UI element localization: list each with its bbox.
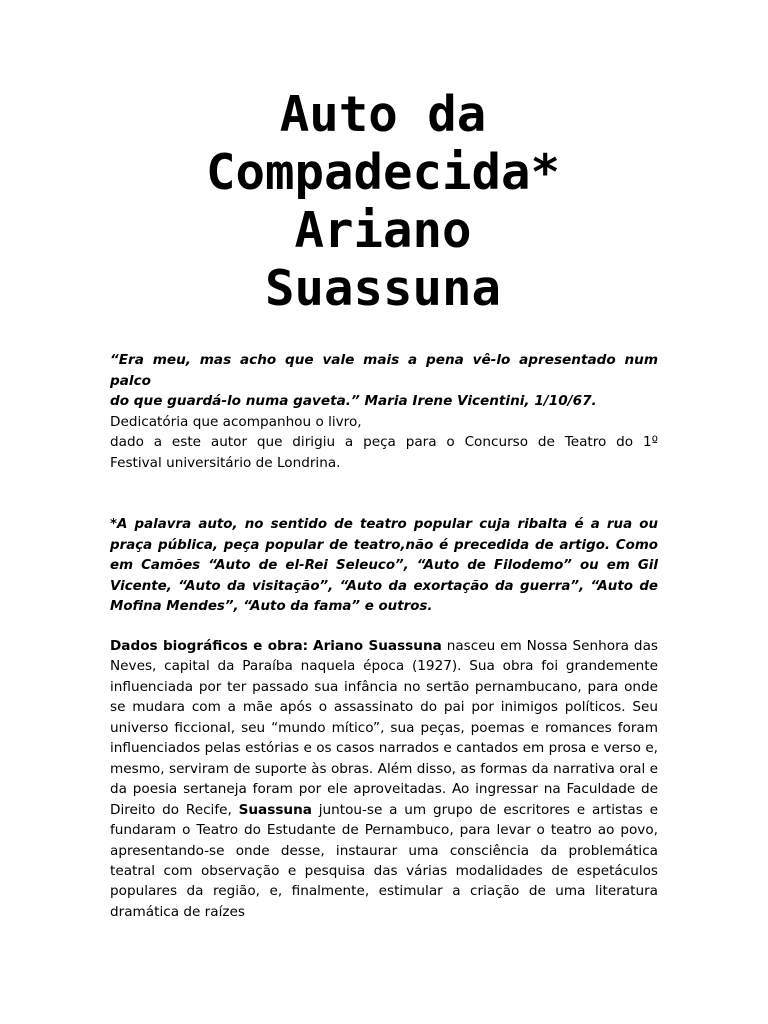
biography-heading: Dados biográficos e obra: bbox=[110, 638, 309, 654]
title-line: Suassuna bbox=[264, 260, 501, 317]
footnote-keyword: auto bbox=[198, 517, 233, 532]
footnote-text: , no sentido de teatro popular cuja ribalta é a rua ou praça pública, peça popular de teatro,não é precedida de artigo. Como em Camões “Auto de el-Rei Seleuco”, “Auto de Filodemo” ou em Gil Vicente, “Auto da visitação”, “Auto da exortação da guerra”, “Auto de Mofina Mendes”, “Auto da fama” e outros. bbox=[110, 517, 658, 615]
epigraph-quote-line: do que guardá-lo numa gaveta.” Maria Irene Vicentini, 1/10/67. bbox=[110, 393, 597, 410]
epigraph-quote-line: “Era meu, mas acho que vale mais a pena vê-lo apresentado num palco bbox=[110, 352, 658, 389]
footnote-text: *A palavra bbox=[110, 517, 199, 532]
epigraph bbox=[110, 350, 658, 474]
biography-text: nasceu em Nossa Senhora das Neves, capital da Paraíba naquela época (1927). Sua obra foi grandemente influenciada por ter passado sua infância no sertão pernambucano, para onde se mudara com a mãe após o assassinato do pai por inimigos políticos. Seu universo ficcional, seu “mundo mítico”, sua peças, poemas e romances foram influenciados pelas estórias e os casos narrados e cantados em prosa e verso e, mesmo, serviram de suporte às obras. Além disso, as formas da narrativa oral e da poesia sertaneja foram por ele aproveitadas. Ao ingressar na Faculdade de Direito do Recife, bbox=[110, 638, 658, 818]
epigraph-dedication: Dedicatória que acompanhou o livro, bbox=[110, 413, 362, 430]
document-title bbox=[100, 86, 666, 318]
biography-paragraph bbox=[110, 636, 658, 922]
author-name: Suassuna bbox=[238, 801, 312, 818]
epigraph-dedication: dado a este autor que dirigiu a peça para o Concurso de Teatro do 1º bbox=[110, 434, 658, 451]
author-name: Ariano Suassuna bbox=[313, 638, 442, 654]
title-line: Ariano bbox=[294, 202, 472, 259]
epigraph-dedication: Festival universitário de Londrina. bbox=[110, 454, 341, 471]
footnote-auto bbox=[110, 515, 658, 618]
title-line: Auto da bbox=[279, 86, 487, 143]
title-line: Compadecida* bbox=[205, 144, 560, 201]
biography-text: juntou-se a um grupo de escritores e artistas e fundaram o Teatro do Estudante de Pernambuco, para levar o teatro ao povo, apresentando-se onde desse, instaurar uma consciência da problemática teatral com observação e pesquisa das várias modalidades de espetáculos populares da região, e, finalmente, estimular a criação de uma literatura dramática de raízes bbox=[110, 801, 658, 920]
